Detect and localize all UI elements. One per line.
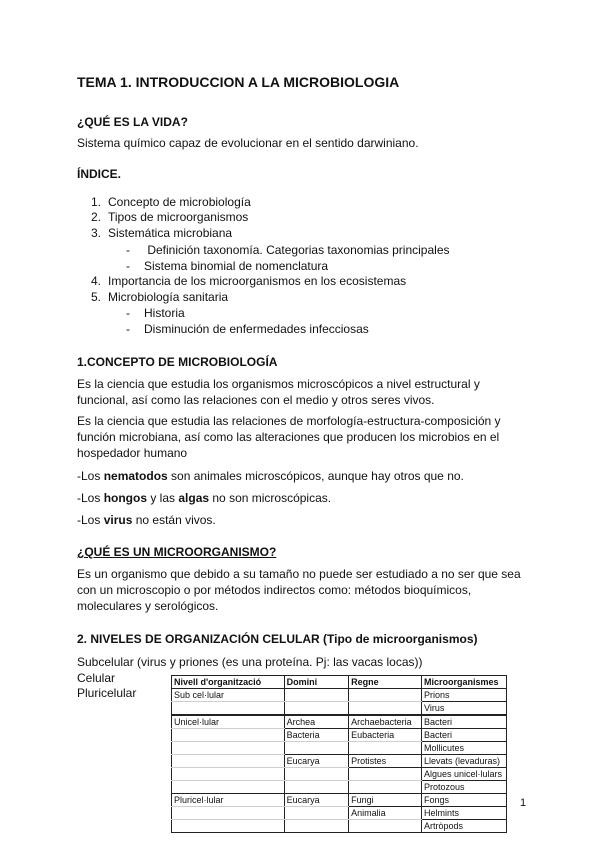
niveles-celular: Celular: [77, 671, 116, 685]
table-cell: Eucarya: [284, 794, 349, 807]
bold-term: hongos: [103, 491, 148, 505]
text-fragment: son animales microscópicos, aunque hay otros que no.: [167, 469, 464, 483]
table-cell: [284, 820, 349, 833]
table-cell: [349, 781, 422, 794]
organization-table: [171, 675, 507, 833]
index-item: Microbiología sanitaria: [108, 290, 229, 304]
concepto-line-nematodos: [77, 468, 532, 484]
table-cell: [284, 702, 349, 716]
table-row: [172, 755, 507, 768]
table-cell: Bacteria: [284, 729, 349, 742]
table-cell: Mollicutes: [422, 742, 507, 755]
index-dash: -: [126, 322, 130, 336]
table-cell: [349, 689, 422, 702]
table-cell: [172, 820, 285, 833]
index-subitem: Historia: [144, 306, 185, 320]
table-cell: Pluricel·lular: [172, 794, 285, 807]
heading-concepto: 1.CONCEPTO DE MICROBIOLOGÍA: [77, 355, 278, 369]
table-cell: [284, 689, 349, 702]
concepto-paragraph-2: Es la ciencia que estudia las relaciones de morfología-estructura-composición y función microbiana, así como las alteraciones que producen los microbios en el hospedador humano: [77, 414, 501, 460]
table-cell: Fongs: [422, 794, 507, 807]
index-number: 3.: [91, 226, 102, 240]
bold-term: algas: [178, 491, 210, 505]
index-item: Concepto de microbiología: [108, 195, 251, 209]
table-cell: Bacteri: [422, 715, 507, 729]
table-header: Microorganismes: [422, 676, 507, 689]
table-cell: Archea: [284, 715, 349, 729]
table-cell: [172, 755, 285, 768]
table-cell: [172, 768, 285, 781]
page-title: TEMA 1. INTRODUCCION A LA MICROBIOLOGIA: [77, 74, 400, 90]
concepto-line-hongos: [77, 490, 532, 506]
index-dash: -: [126, 243, 130, 257]
table-cell: [172, 781, 285, 794]
table-cell: Bacteri: [422, 729, 507, 742]
table-cell: Animalia: [349, 807, 422, 820]
table-cell: [284, 807, 349, 820]
index-item: Importancia de los microorganismos en los ecosistemas: [108, 274, 407, 288]
index-item: Sistemática microbiana: [108, 226, 233, 240]
heading-que-es-la-vida: ¿QUÉ ES LA VIDA?: [77, 115, 188, 129]
niveles-subcelular: Subcelular (virus y priones (es una proteína. Pj: las vacas locas)): [77, 655, 423, 669]
table-cell: Eubacteria: [349, 729, 422, 742]
table-cell: [284, 781, 349, 794]
index-number: 5.: [91, 290, 102, 304]
table-cell: [349, 742, 422, 755]
heading-microorganismo: ¿QUÉ ES UN MICROORGANISMO?: [77, 545, 277, 559]
bold-term: nematodos: [103, 469, 168, 483]
table-cell: Unicel·lular: [172, 715, 285, 729]
table-cell: Eucarya: [284, 755, 349, 768]
table-cell: [349, 768, 422, 781]
table-cell: [172, 702, 285, 716]
table-row: [172, 702, 507, 716]
table-header: Regne: [349, 676, 422, 689]
table-row: [172, 689, 507, 702]
text-fragment: y las: [147, 491, 179, 505]
table-row: [172, 768, 507, 781]
table-cell: Protistes: [349, 755, 422, 768]
index-subitem: Disminución de enfermedades infecciosas: [144, 322, 369, 336]
table-row: [172, 820, 507, 833]
table-cell: Virus: [422, 702, 507, 716]
table-cell: [349, 820, 422, 833]
table-cell: [284, 768, 349, 781]
table-row: [172, 742, 507, 755]
text-fragment: no son microscópicas.: [209, 491, 332, 505]
niveles-pluricelular: Pluricelular: [77, 686, 137, 700]
table-header-row: [172, 676, 507, 689]
table-cell: Protozous: [422, 781, 507, 794]
heading-niveles: 2. NIVELES DE ORGANIZACIÓN CELULAR (Tipo de microorganismos): [77, 632, 478, 646]
table-row: [172, 794, 507, 807]
index-subitem: Sistema binomial de nomenclatura: [144, 259, 329, 273]
table-cell: Algues unicel·lulars: [422, 768, 507, 781]
table-row: [172, 715, 507, 729]
table-cell: Llevats (levaduras): [422, 755, 507, 768]
table-cell: [284, 742, 349, 755]
table-cell: Prions: [422, 689, 507, 702]
table-cell: Sub cel·lular: [172, 689, 285, 702]
index-item: Tipos de microorganismos: [108, 210, 249, 224]
table-header: Domini: [284, 676, 349, 689]
table-cell: [172, 742, 285, 755]
text-fragment: -Los: [77, 469, 104, 483]
table-cell: Fungi: [349, 794, 422, 807]
concepto-paragraph-1: Es la ciencia que estudia los organismos microscópicos a nivel estructural y funcional, así como las relaciones con el medio y otros seres vivos.: [77, 377, 480, 407]
microorganismo-text: Es un organismo que debido a su tamaño no puede ser estudiado a no ser que sea con un microscopio o por métodos indirectos como: métodos bioquímicos, moleculares y serológicos.: [77, 567, 521, 613]
table-cell: [349, 702, 422, 716]
table-cell: [172, 807, 285, 820]
index-number: 1.: [91, 195, 102, 209]
bold-term: virus: [103, 513, 133, 527]
table-cell: Artròpods: [422, 820, 507, 833]
table-cell: Archaebacteria: [349, 715, 422, 729]
table-header: Nivell d'organització: [172, 676, 285, 689]
index-dash: -: [126, 306, 130, 320]
table-cell: Helmints: [422, 807, 507, 820]
table-row: [172, 781, 507, 794]
text-fragment: -Los: [77, 491, 104, 505]
vida-text: Sistema químico capaz de evolucionar en el sentido darwiniano.: [77, 136, 419, 150]
index-number: 4.: [91, 274, 102, 288]
index-number: 2.: [91, 210, 102, 224]
index-dash: -: [126, 259, 130, 273]
page-number: 1: [520, 797, 527, 809]
table-row: [172, 729, 507, 742]
table-row: [172, 807, 507, 820]
index-subitem: Definición taxonomía. Categorias taxonomias principales: [144, 243, 450, 257]
table-cell: [172, 729, 285, 742]
text-fragment: -Los: [77, 513, 104, 527]
heading-indice: ÍNDICE.: [77, 167, 122, 181]
text-fragment: no están vivos.: [132, 513, 216, 527]
concepto-line-virus: [77, 512, 532, 528]
